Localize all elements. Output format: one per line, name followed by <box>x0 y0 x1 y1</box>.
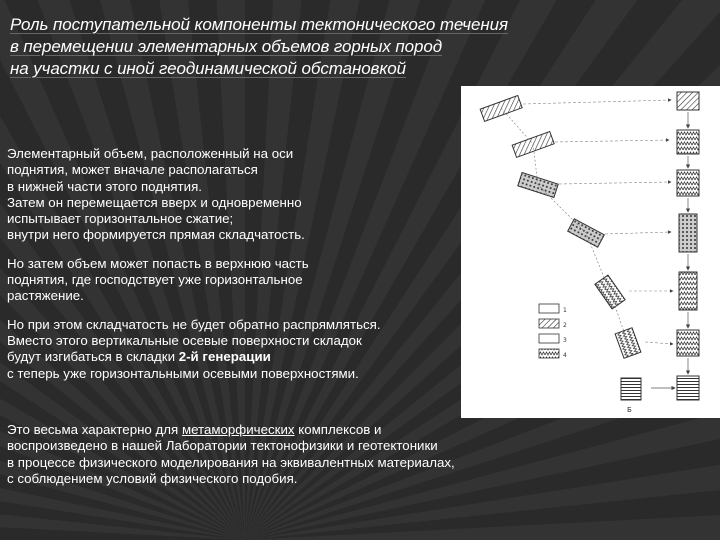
slide-body <box>7 146 457 394</box>
p3-line-1: Но при этом складчатость не будет обратно распрямляться. <box>7 316 381 332</box>
title-line-2: в перемещении элементарных объемов горных пород <box>10 37 442 56</box>
block-2 <box>677 130 699 154</box>
figure-legend <box>539 304 567 359</box>
legend-num-3: 3 <box>563 337 567 344</box>
bottom-label: Б <box>627 406 632 414</box>
title-line-3: на участки с иной геодинамической обстановкой <box>10 59 406 78</box>
left-chain <box>480 96 673 359</box>
metamorphic-link[interactable]: метаморфических <box>181 422 295 437</box>
p4-line-1 <box>7 422 567 438</box>
title-line-1: Роль поступательной компоненты тектонического течения <box>10 15 508 34</box>
p1-line-4: Затем он перемещается вверх и одновременно <box>7 194 302 210</box>
block-4 <box>679 214 697 252</box>
paragraph-3 <box>7 317 457 382</box>
legend-num-1: 1 <box>563 307 567 314</box>
p1-line-5: испытывает горизонтальное сжатие; <box>7 211 234 227</box>
p1-line-3: в нижней части этого поднятия. <box>7 178 202 194</box>
bottom-block <box>621 378 641 414</box>
p3-line-3-text: будут изгибаться в складки <box>7 349 179 365</box>
p1-line-6: внутри него формируется прямая складчатость. <box>7 227 305 243</box>
tectonic-flow-figure <box>461 86 720 418</box>
paragraph-1 <box>7 146 457 244</box>
p4-line-2: воспроизведено в нашей Лаборатории тектонофизики и геотектоники <box>7 438 438 454</box>
p2-line-1: Но затем объем может попасть в верхнюю часть <box>7 255 309 271</box>
p3-line-2: Вместо этого вертикальные осевые поверхности складок <box>7 332 362 348</box>
p1-line-1: Элементарный объем, расположенный на оси <box>7 146 294 161</box>
p3-line-3 <box>7 349 457 365</box>
p4-line-1-pre: Это весьма характерно для <box>7 422 182 437</box>
paragraph-2 <box>7 256 457 305</box>
second-generation-emphasis: 2-й генерации <box>178 349 271 365</box>
p4-line-1-post: комплексов и <box>294 422 382 437</box>
paragraph-4 <box>7 422 567 487</box>
p1-line-2: поднятия, может вначале располагаться <box>7 162 258 178</box>
figure-drawing <box>461 86 720 418</box>
right-column <box>651 92 699 400</box>
p4-line-3: в процессе физического моделирования на эквивалентных материалах, <box>7 454 455 470</box>
slide-title <box>10 14 530 80</box>
legend-num-4: 4 <box>563 352 567 359</box>
p4-line-4: с соблюдением условий физического подобия. <box>7 470 298 486</box>
block-7 <box>677 376 699 400</box>
block-5 <box>679 272 697 310</box>
p3-line-4: с теперь уже горизонтальными осевыми поверхностями. <box>7 365 359 381</box>
block-6 <box>677 330 699 356</box>
p2-line-3: растяжение. <box>7 288 84 304</box>
block-3 <box>677 170 699 196</box>
p2-line-2: поднятия, где господствует уже горизонтальное <box>7 272 303 288</box>
slab-6 <box>615 328 641 359</box>
legend-num-2: 2 <box>563 322 567 329</box>
block-1 <box>677 92 699 110</box>
